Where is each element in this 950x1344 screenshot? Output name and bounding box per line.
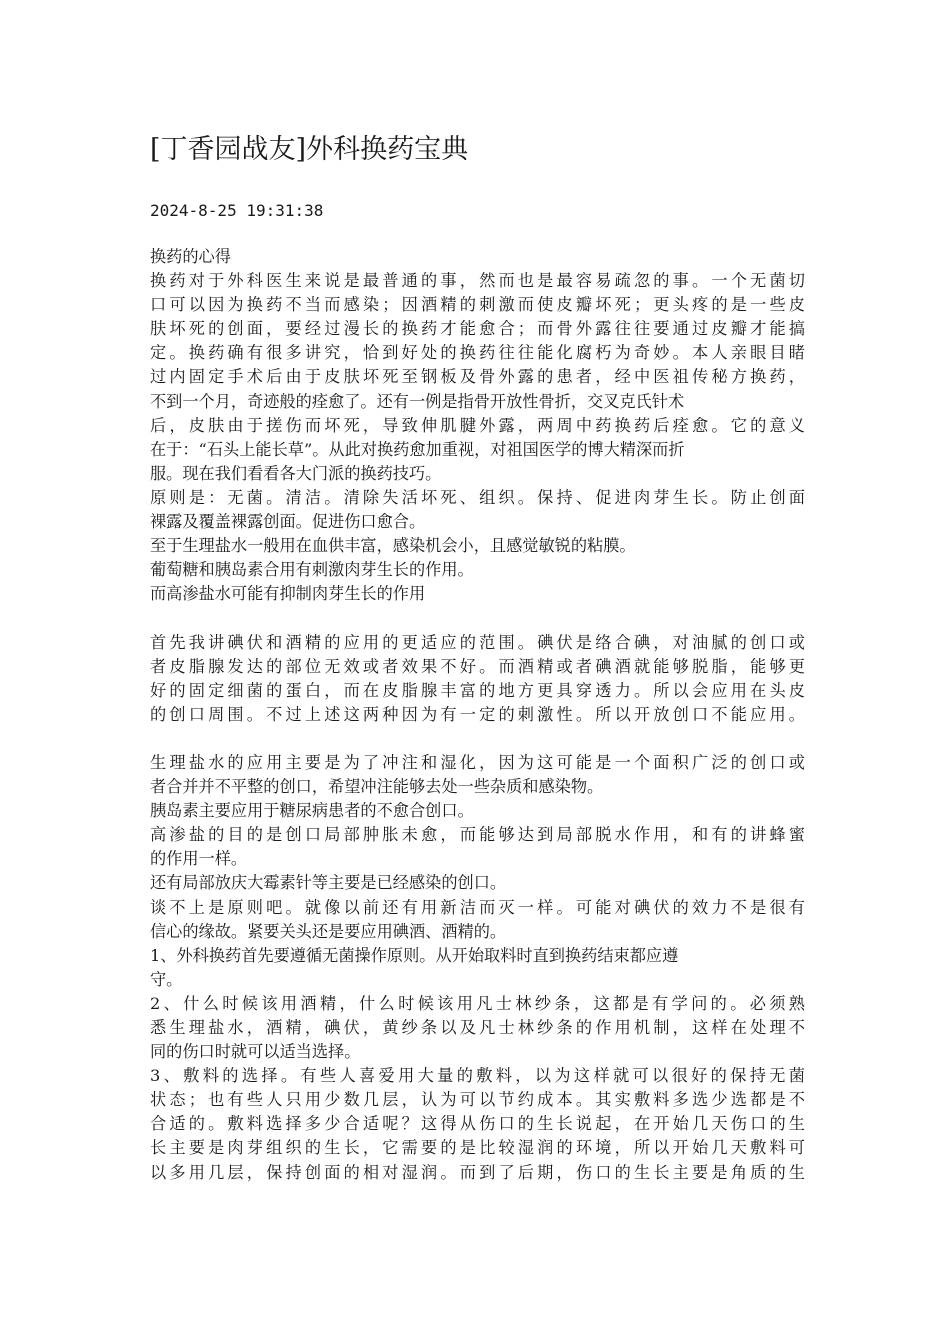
body-text-line: 首先我讲碘伏和酒精的应用的更适应的范围。碘伏是络合碘，对油腻的创口或 [150, 632, 805, 652]
body-text-line: 3、敷料的选择。有些人喜爱用大量的敷料，以为这样就可以很好的保持无菌 [150, 1066, 805, 1086]
body-text-line: 合适的。敷料选择多少合适呢？这得从伤口的生长说起，在开始几天伤口的生 [150, 1114, 805, 1134]
document-date: 2024-8-25 19:31:38 [150, 201, 324, 220]
body-text-line: 生理盐水的应用主要是为了冲注和湿化，因为这可能是一个面积广泛的创口或 [150, 752, 805, 772]
blank-line [150, 606, 805, 630]
body-text-line: 的作用一样。 [150, 849, 248, 869]
body-text-line: 还有局部放庆大霉素针等主要是已经感染的创口。 [150, 873, 507, 893]
body-text-line: 同的伤口时就可以适当选择。 [150, 1042, 361, 1062]
body-text-line: 服。现在我们看看各大门派的换药技巧。 [150, 463, 442, 483]
body-text-line: 在于：“石头上能长草”。从此对换药愈加重视，对祖国医学的博大精深而折 [150, 439, 685, 459]
body-text-line: 至于生理盐水一般用在血供丰富，感染机会小，且感觉敏锐的粘膜。 [150, 536, 636, 556]
body-text-line: 状态；也有些人只用少数几层，认为可以节约成本。其实敷料多选少选都是不 [150, 1090, 805, 1110]
body-text-line: 好的固定细菌的蛋白，而在皮脂腺丰富的地方更具穿透力。所以会应用在头皮 [150, 680, 805, 700]
body-text-line: 高渗盐的目的是创口局部肿胀未愈，而能够达到局部脱水作用，和有的讲蜂蜜 [150, 825, 805, 845]
body-text-line: 者皮脂腺发达的部位无效或者效果不好。而酒精或者碘酒就能够脱脂，能够更 [150, 656, 805, 676]
body-text-line: 肤坏死的创面，要经过漫长的换药才能愈合；而骨外露往往要通过皮瓣才能搞 [150, 319, 805, 339]
body-text-line: 后，皮肤由于搓伤而坏死，导致伸肌腱外露，两周中药换药后痊愈。它的意义 [150, 415, 805, 435]
body-text-line: 悉生理盐水，酒精，碘伏，黄纱条以及凡士林纱条的作用机制，这样在处理不 [150, 1018, 805, 1037]
document-body [150, 245, 805, 1185]
body-text-line: 2、什么时候该用酒精，什么时候该用凡士林纱条，这都是有学问的。必须熟 [150, 993, 805, 1013]
body-text-line: 口可以因为换药不当而感染；因酒精的刺激而使皮瓣坏死；更头疼的是一些皮 [150, 295, 805, 315]
body-text-line: 过内固定手术后由于皮肤坏死至钢板及骨外露的患者，经中医祖传秘方换药， [150, 367, 805, 387]
body-text-line: 的创口周围。不过上述这两种因为有一定的刺激性。所以开放创口不能应用。 [150, 704, 805, 724]
body-text-line: 而高渗盐水可能有抑制肉芽生长的作用 [150, 584, 426, 604]
body-text-line: 长主要是肉芽组织的生长，它需要的是比较湿润的环境，所以开始几天敷料可 [150, 1138, 805, 1158]
body-text-line: 1、外科换药首先要遵循无菌操作原则。从开始取料时直到换药结束都应遵 [150, 945, 679, 965]
body-text-line: 换药对于外科医生来说是最普通的事，然而也是最容易疏忽的事。一个无菌切 [150, 271, 805, 291]
blank-line [150, 727, 805, 751]
body-text-line: 谈不上是原则吧。就像以前还有用新洁而灭一样。可能对碘伏的效力不是很有 [150, 897, 805, 917]
body-text-line: 胰岛素主要应用于糖尿病患者的不愈合创口。 [150, 801, 474, 821]
document-title: [丁香园战友]外科换药宝典 [150, 134, 469, 165]
body-text-line: 原则是：无菌。清洁。清除失活坏死、组织。保持、促进肉芽生长。防止创面 [150, 487, 805, 507]
body-text-line: 定。换药确有很多讲究，恰到好处的换药往往能化腐朽为奇妙。本人亲眼目睹 [150, 343, 805, 363]
body-text-line: 裸露及覆盖裸露创面。促进伤口愈合。 [150, 512, 426, 532]
body-text-line: 换药的心得 [150, 247, 231, 266]
body-text-line: 信心的缘故。紧要关头还是要应用碘酒、酒精的。 [150, 921, 507, 941]
body-text-line: 守。 [150, 969, 183, 989]
body-text-line: 者合并并不平整的创口，希望冲注能够去处一些杂质和感染物。 [150, 777, 604, 797]
body-text-line: 以多用几层，保持创面的相对湿润。而到了后期，伤口的生长主要是角质的生 [150, 1162, 805, 1182]
body-text-line: 不到一个月，奇迹般的痊愈了。还有一例是指骨开放性骨折，交叉克氏针术 [150, 391, 685, 411]
body-text-line: 葡萄糖和胰岛素合用有刺激肉芽生长的作用。 [150, 560, 474, 580]
